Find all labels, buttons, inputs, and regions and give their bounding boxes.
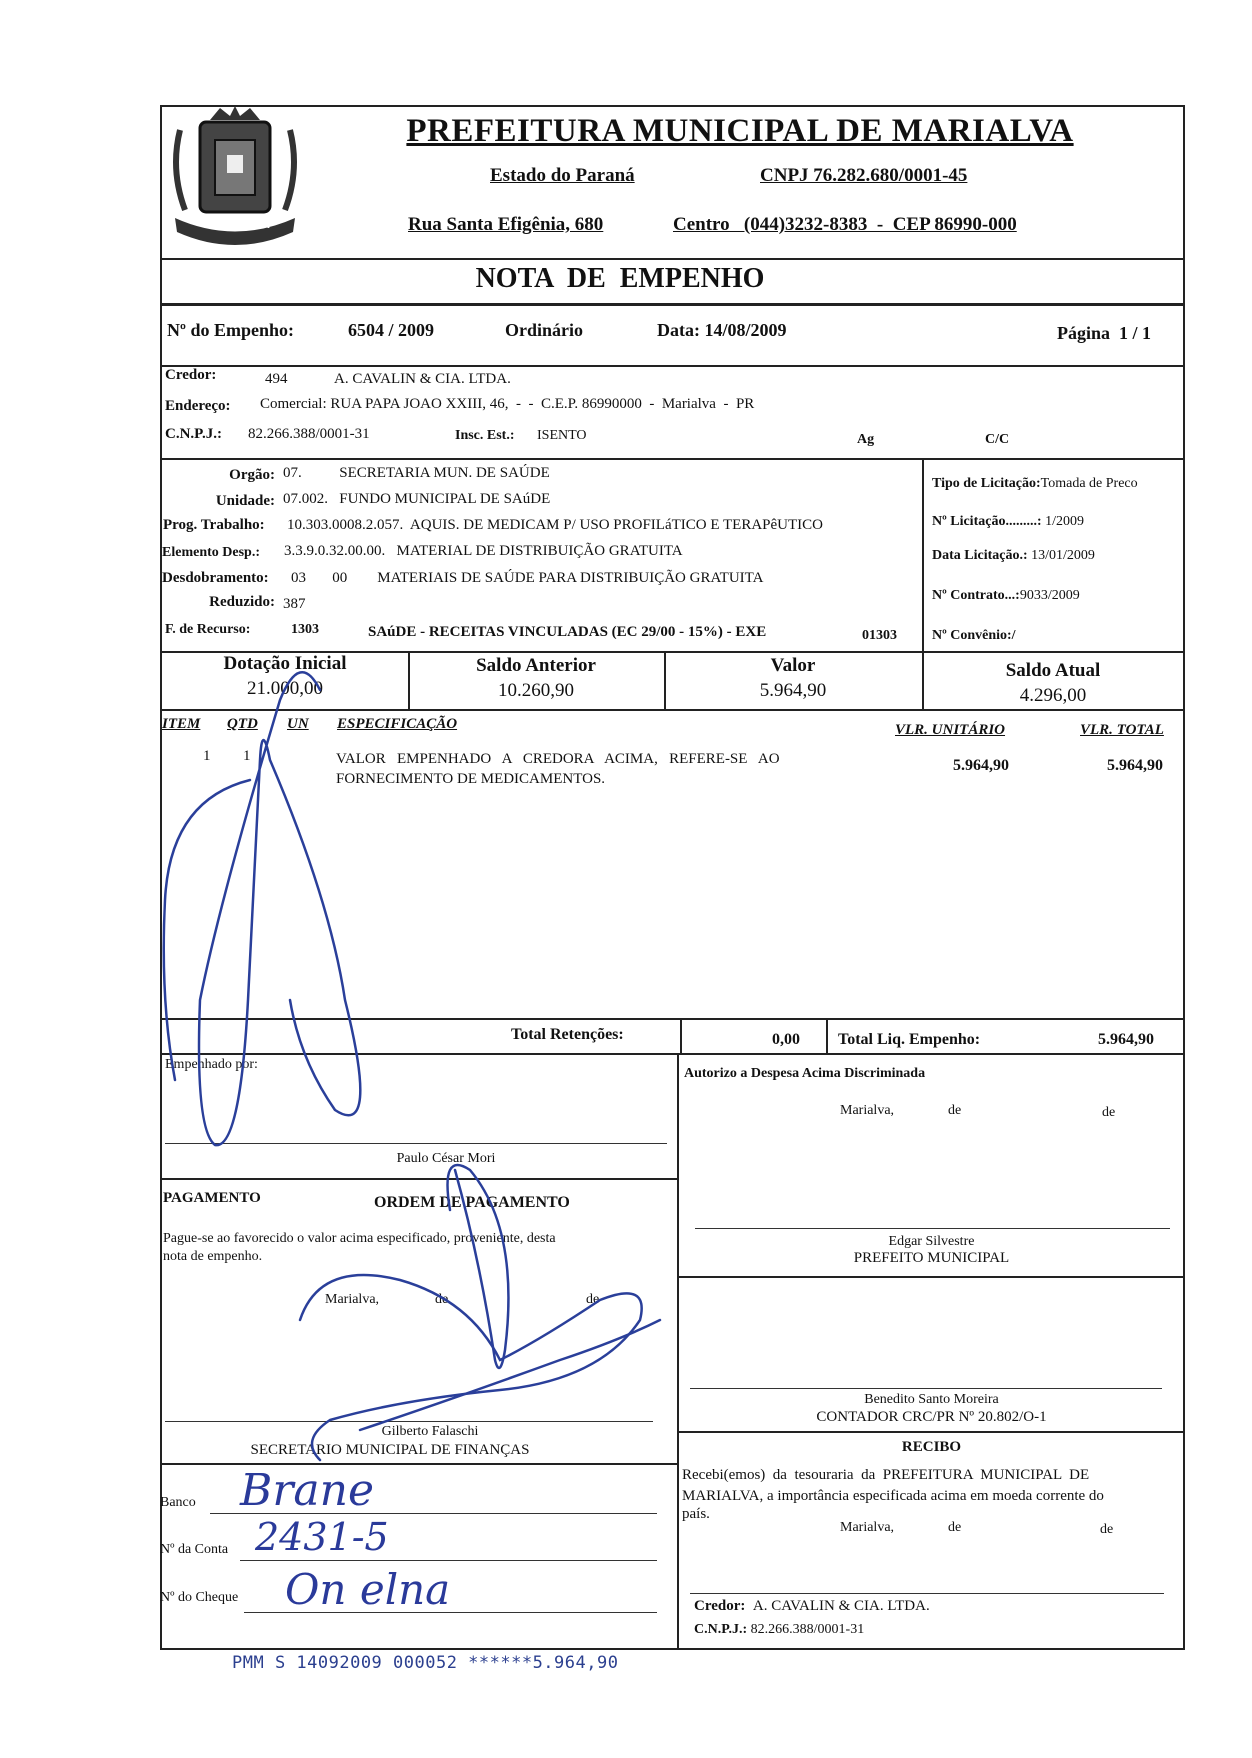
org-cnpj: CNPJ 76.282.680/0001-45	[760, 165, 968, 186]
conta-handwritten: 2431-5	[255, 1515, 389, 1559]
fonte-label: F. de Recurso:	[165, 622, 251, 637]
empenho-number: 6504 / 2009	[348, 320, 435, 340]
conta-label: Nº da Conta	[160, 1542, 229, 1557]
retencoes-label: Total Retenções:	[511, 1026, 624, 1043]
liq-empenho-label: Total Liq. Empenho:	[838, 1031, 981, 1048]
row-vlr-total: 5.964,90	[1107, 757, 1163, 774]
row-spec-line2: FORNECIMENTO DE MEDICAMENTOS.	[336, 771, 606, 787]
empenho-date: Data: 14/08/2009	[657, 320, 787, 340]
mechanical-stamp: PMM S 14092009 000052 ******5.964,90	[232, 1653, 619, 1673]
credor-name: A. CAVALIN & CIA. LTDA.	[334, 371, 511, 387]
desdobramento-label: Desdobramento:	[162, 570, 269, 586]
reduzido-value: 387	[283, 596, 306, 612]
fonte-code: 1303	[291, 622, 319, 637]
cc-label: C/C	[985, 432, 1010, 447]
doc-title: NOTA DE EMPENHO	[475, 263, 765, 294]
cheque-handwritten: On elna	[285, 1565, 451, 1614]
banco-handwritten: Brane	[240, 1465, 374, 1516]
saldo-anterior-label: Saldo Anterior	[476, 655, 596, 676]
recibo-de2: de	[1100, 1522, 1114, 1537]
crest-banner-text: MARIALVA	[213, 220, 270, 231]
prefeito-role: PREFEITO MUNICIPAL	[853, 1250, 1010, 1266]
autorizo-city: Marialva,	[840, 1103, 895, 1118]
empenhado-label: Empenhado por:	[165, 1057, 258, 1072]
col-vlr-total: VLR. TOTAL	[1080, 722, 1164, 738]
autorizo-de2: de	[1102, 1105, 1116, 1120]
secretario-name: Gilberto Falaschi	[381, 1424, 479, 1439]
credor-endereco: Comercial: RUA PAPA JOAO XXIII, 46, - - C.E.P. 86990000 - Marialva - PR	[260, 396, 755, 412]
desdobramento-value: 03 00 MATERIAIS DE SAÚDE PARA DISTRIBUIÇÃO GRATUITA	[291, 570, 764, 586]
empenhado-name: Paulo César Mori	[396, 1151, 496, 1166]
page-number: Página 1 / 1	[1057, 323, 1152, 343]
valor-label: Valor	[770, 655, 816, 676]
org-name: PREFEITURA MUNICIPAL DE MARIALVA	[406, 113, 1074, 149]
recibo-cnpj-label: C.N.P.J.:	[694, 1622, 748, 1637]
col-un: UN	[287, 716, 309, 732]
ordem-pagamento-label: ORDEM DE PAGAMENTO	[374, 1194, 570, 1211]
licitacao-number-value: 1/2009	[1045, 514, 1084, 529]
pagamento-city: Marialva,	[325, 1292, 380, 1307]
credor-cnpj: 82.266.388/0001-31	[248, 426, 370, 442]
unidade-value: 07.002. FUNDO MUNICIPAL DE SAúDE	[283, 491, 551, 507]
recibo-credor-value: A. CAVALIN & CIA. LTDA.	[752, 1598, 930, 1614]
banco-label: Banco	[160, 1495, 196, 1510]
recibo-city: Marialva,	[840, 1520, 895, 1535]
saldo-anterior-value: 10.260,90	[498, 680, 574, 701]
elemento-value: 3.3.9.0.32.00.00. MATERIAL DE DISTRIBUIÇÃO GRATUITA	[284, 543, 683, 559]
contrato-value: 9033/2009	[1019, 588, 1080, 603]
valor-value: 5.964,90	[759, 680, 827, 701]
recibo-title: RECIBO	[901, 1439, 962, 1455]
empenho-type: Ordinário	[505, 320, 584, 340]
row-qtd: 1	[243, 748, 251, 764]
fonte-desc: SAúDE - RECEITAS VINCULADAS (EC 29/00 - 15%) - EXE	[368, 624, 767, 640]
col-item: ITEM	[162, 716, 201, 732]
cheque-label: Nº do Cheque	[160, 1590, 239, 1605]
contador-name: Benedito Santo Moreira	[864, 1392, 999, 1407]
secretario-role: SECRETARIO MUNICIPAL DE FINANÇAS	[250, 1442, 530, 1458]
empenho-number-label: Nº do Empenho:	[167, 320, 294, 340]
endereco-label: Endereço:	[165, 398, 231, 414]
licitacao-date-value: 13/01/2009	[1031, 548, 1095, 563]
orgao-label: Orgão:	[229, 467, 275, 483]
licitacao-number-label: Nº Licitação.........:	[932, 514, 1042, 529]
unidade-label: Unidade:	[215, 493, 275, 509]
retencoes-value: 0,00	[772, 1031, 800, 1048]
row-item: 1	[203, 748, 211, 764]
pagamento-de1: de	[435, 1292, 449, 1307]
row-vlr-unitario: 5.964,90	[953, 757, 1009, 774]
col-qtd: QTD	[227, 716, 258, 732]
licitacao-tipo-label: Tipo de Licitação:	[932, 476, 1041, 491]
credor-insc: ISENTO	[537, 428, 587, 443]
recibo-cnpj-value: 82.266.388/0001-31	[750, 1622, 865, 1637]
ag-label: Ag	[857, 432, 875, 447]
org-address-rest: Centro (044)3232-8383 - CEP 86990-000	[673, 214, 1017, 235]
licitacao-date-label: Data Licitação.:	[932, 548, 1028, 563]
recibo-text-line1: Recebi(emos) da tesouraria da PREFEITURA MUNICIPAL DE	[682, 1467, 1090, 1483]
prog-value: 10.303.0008.2.057. AQUIS. DE MEDICAM P/ USO PROFILáTICO E TERAPêUTICO	[287, 517, 823, 533]
autorizo-label: Autorizo a Despesa Acima Discriminada	[684, 1066, 926, 1081]
saldo-atual-label: Saldo Atual	[1005, 660, 1101, 681]
prefeito-name: Edgar Silvestre	[888, 1234, 975, 1249]
org-address: Rua Santa Efigênia, 680	[408, 214, 604, 235]
dotacao-label: Dotação Inicial	[223, 653, 347, 674]
recibo-credor-label: Credor:	[694, 1598, 746, 1614]
licitacao-tipo-value: Tomada de Preco	[1040, 476, 1138, 491]
pagamento-text-line1: Pague-se ao favorecido o valor acima especificado, proveniente, desta	[163, 1231, 556, 1246]
recibo-de1: de	[948, 1520, 962, 1535]
credor-code: 494	[265, 371, 288, 387]
contrato-label: Nº Contrato...:	[932, 588, 1020, 603]
orgao-value: 07. SECRETARIA MUN. DE SAÚDE	[283, 465, 550, 481]
state-name: Estado do Paraná	[490, 165, 635, 186]
pagamento-de2: de	[586, 1292, 600, 1307]
fonte-code2: 01303	[862, 628, 897, 643]
pagamento-label: PAGAMENTO	[163, 1190, 261, 1206]
dotacao-value: 21.000,00	[247, 678, 323, 699]
row-spec-line1: VALOR EMPENHADO A CREDORA ACIMA, REFERE-SE AO	[336, 751, 780, 767]
elemento-label: Elemento Desp.:	[162, 545, 260, 560]
col-especificacao: ESPECIFICAÇÃO	[337, 716, 458, 732]
pagamento-text-line2: nota de empenho.	[163, 1249, 263, 1264]
col-vlr-unitario: VLR. UNITÁRIO	[895, 722, 1006, 738]
convenio: Nº Convênio:/	[932, 628, 1016, 643]
insc-label: Insc. Est.:	[455, 428, 515, 443]
saldo-atual-value: 4.296,00	[1019, 685, 1087, 706]
autorizo-de1: de	[948, 1103, 962, 1118]
liq-empenho-value: 5.964,90	[1098, 1031, 1154, 1048]
prog-label: Prog. Trabalho:	[163, 517, 265, 533]
reduzido-label: Reduzido:	[209, 594, 275, 610]
recibo-text-line3: país.	[682, 1506, 710, 1522]
contador-role: CONTADOR CRC/PR Nº 20.802/O-1	[816, 1409, 1047, 1425]
credor-label: Credor:	[165, 367, 217, 383]
cnpj-label: C.N.P.J.:	[165, 426, 222, 442]
recibo-text-line2: MARIALVA, a importância especificada acima em moeda corrente do	[682, 1488, 1104, 1504]
